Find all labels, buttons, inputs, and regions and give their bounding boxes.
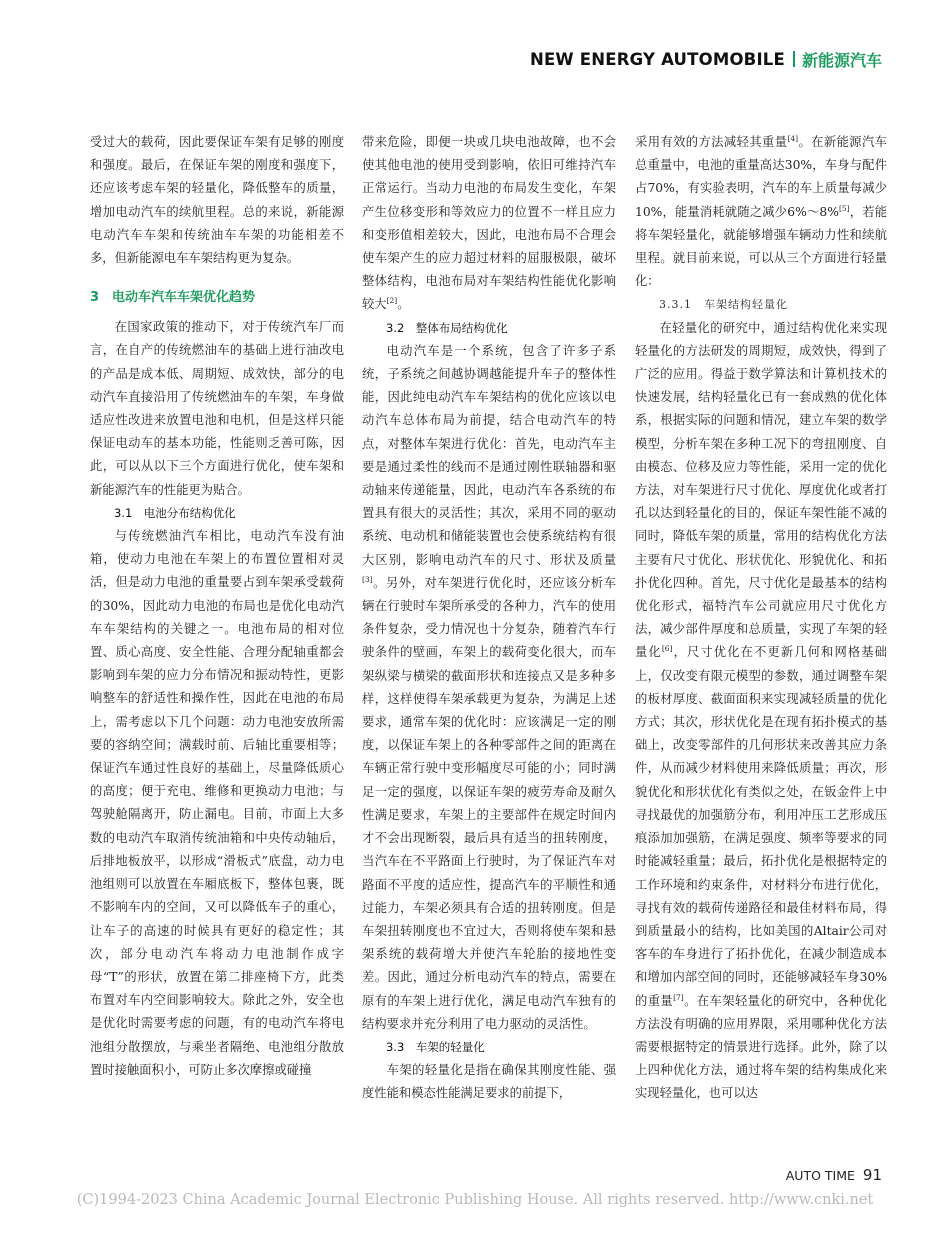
- subsection-heading-3-3-1: 3.3.1 车架结构轻量化: [659, 298, 788, 312]
- paragraph: 采用有效的方法减轻其重量[4]。在新能源汽车总重量中，电池的重量高达30%，车身与配件占70%，有实验表明，汽车的车上质量每减少10%，能量消耗就随之减少6%～8%[5]，若能将车架轻量化，就能够增强车辆动力性和续航里程。就目前来说，可以从三个方面进行轻量化：: [635, 134, 887, 289]
- journal-section-title-cn: 新能源汽车: [801, 50, 882, 70]
- running-header: [530, 46, 882, 72]
- text-column-3: [635, 131, 887, 1106]
- subsection-heading-3-1: 3.1 电池分布结构优化: [114, 505, 236, 520]
- citation-5: [5]: [838, 203, 850, 213]
- header-divider: [793, 51, 795, 67]
- subsection-heading-3-2: 3.2 整体布局结构优化: [386, 320, 508, 335]
- citation-3: [3]: [362, 574, 373, 584]
- citation-6: [6]: [661, 644, 673, 654]
- page-footer: [786, 1166, 882, 1184]
- page-number: 91: [862, 1166, 882, 1184]
- paragraph: 与传统燃油汽车相比，电动汽车没有油箱，使动力电池在车架上的布置位置相对灵活，但是动力电池的重量要占到车架承受载荷的30%，因此动力电池的布局也是优化电动汽车车架结构的关键之一。电池布局的相对位置、质心高度、安全性能、合理分配轴重都会影响到车架的应力分布情况和振动特性，更影响整车的舒适性和操作性，因此在电池的布局上，需考虑以下几个问题：动力电池安放所需要的容纳空间；满载时前、后轴比重要相等；保证汽车通过性良好的基础上，尽量降低质心的高度；便于充电、维修和更换动力电池；与驾驶舱隔离开，防止漏电。目前，市面上大多数的电动汽车取消传统油箱和中央传动轴后，后排地板放平，以形成“滑板式”底盘，动力电池组则可以放置在车厢底板下，整体包裹，既不影响车内的空间，又可以降低车子的重心，让车子的高速的时候具有更好的稳定性；其次，部分电动汽车将动力电池制作成字母“T”的形状，放置在第二排座椅下方，此类布置对车内空间影响较大。除此之外，安全也是优化时需要考虑的问题，有的电动汽车将电池组分散摆放，与乘坐者隔绝、电池组分散放置时接触面积小，可防止多次摩擦或碰撞: [90, 529, 344, 1077]
- journal-section-title-en: NEW ENERGY AUTOMOBILE: [529, 49, 785, 69]
- copyright-watermark: (C)1994-2023 China Academic Journal Electronic Publishing House. All rights reserved. http://www.cnki.net: [76, 1192, 874, 1208]
- paragraph: 在轻量化的研究中，通过结构优化来实现轻量化的方法研发的周期短，成效快，得到了广泛的应用。得益于数学算法和计算机技术的快速发展，结构轻量化已有一套成熟的优化体系，根据实际的问题和情况，建立车架的数学模型，分析车架在多种工况下的弯扭刚度、自由模态、位移及应力等性能，采用一定的优化方法，对车架进行尺寸优化、厚度优化或者打孔以达到轻量化的目的，保证车架性能不减的同时，降低车架的质量，常用的结构优化方法主要有尺寸优化、形状优化、形貌优化、和拓扑优化四种。首先，尺寸优化是最基本的结构优化形式，福特汽车公司就应用尺寸优化方法，减少部件厚度和总质量，实现了车架的轻量化[6]，尺寸优化在不更新几何和网格基础上，仅改变有限元模型的参数，通过调整车架的板材厚度、截面面积来实现减轻质量的优化方式；其次，形状优化是在现有拓扑模式的基础上，改变零部件的几何形状来改善其应力条件，从而减少材料使用来降低质量；再次，形貌优化和形状优化有类似之处，在钣金件上中寻找最优的加强筋分布，利用冲压工艺形成压痕添加加强筋，在满足强度、频率等要求的同时能减轻重量；最后，拓扑优化是根据特定的工作环境和约束条件，对材料分布进行优化，寻找有效的载荷传递路径和最佳材料布局，得到质量最小的结构，比如美国的Altair公司对客车的车身进行了拓扑优化，在减少制造成本和增加内部空间的同时，还能够减轻车身30%的重量[7]。在车架轻量化的研究中，各种优化方法没有明确的应用界限，采用哪种优化方法需要根据特定的情景进行选择。此外，除了以上四种优化方法，通过将车架的结构集成化来实现轻量化，也可以达: [635, 320, 887, 1101]
- paragraph: 受过大的载荷，因此要保证车架有足够的刚度和强度。最后，在保证车架的刚度和强度下，还应该考虑车架的轻量化，降低整车的质量，增加电动汽车的续航里程。总的来说，新能源电动汽车车架和传统油车车架的功能相差不多，但新能源电车车架结构更为复杂。: [90, 135, 344, 266]
- citation-2: [2]: [386, 296, 398, 306]
- citation-7: [7]: [673, 992, 684, 1002]
- paragraph: 电动汽车是一个系统，包含了许多子系统，子系统之间越协调越能提升车子的整体性能，因此纯电动汽车车架结构的优化应该以电动汽车总体布局为前提，结合电动汽车的特点，对整体车架进行优化：首先，电动汽车主要是通过柔性的线而不是通过刚性联轴器和驱动轴来传递能量，因此，电动汽车各系统的布置具有很大的灵活性；其次，采用不同的驱动系统、电动机和储能装置也会使系统结构有很大区别，影响电动汽车的尺寸、形状及质量[3]。另外，对车架进行优化时，还应该分析车辆在行驶时车架所承受的各种力，汽车的使用条件复杂，受力情况也十分复杂，随着汽车行驶条件的壁画，车架上的载荷变化很大，而车架纵梁与横梁的截面形状和连接点又是多种多样，这样使得车架承载更为复杂，为满足上述要求，通常车架的优化时：应该满足一定的刚度，以保证车架上的各种零部件之间的距离在车辆正常行驶中变形幅度尽可能的小；同时满足一定的强度，以保证车架的疲劳寿命及耐久性满足要求，车架上的主要部件在规定时间内才不会出现断裂，最后具有适当的扭转刚度，当汽车在不平路面上行驶时，为了保证汽车对路面不平度的适应性，提高汽车的平顺性和通过能力，车架必须具有合适的扭转刚度。但是车架扭转刚度也不宜过大，否则将使车架和悬架系统的载荷增大并使汽车轮胎的接地性变差。因此，通过分析电动汽车的特点，需要在原有的车架上进行优化，满足电动汽车独有的结构要求并充分利用了电力驱动的灵活性。: [362, 343, 616, 1031]
- paragraph: 带来危险，即便一块或几块电池故障，也不会使其他电池的使用受到影响，依旧可维持汽车正常运行。当动力电池的布局发生变化，车架产生位移变形和等效应力的位置不一样且应力和变形值相差较大，因此，电池布局不合理会使车架产生的应力超过材料的屈服极限，破坏整体结构，电池布局对车架结构性能优化影响较大[2]。: [362, 135, 616, 312]
- subsection-heading-3-3: 3.3 车架的轻量化: [386, 1039, 485, 1054]
- section-heading-3: 3 电动车汽车车架优化趋势: [90, 290, 256, 306]
- magazine-name: AUTO TIME: [785, 1168, 855, 1183]
- paragraph: 车架的轻量化是指在确保其刚度性能、强度性能和模态性能满足要求的前提下，: [362, 1063, 616, 1101]
- citation-4: [4]: [787, 134, 799, 143]
- text-column-1: [90, 131, 344, 1082]
- text-column-2: [362, 131, 616, 1106]
- paragraph: 在国家政策的推动下，对于传统汽车厂而言，在自产的传统燃油车的基础上进行油改电的产品是成本低、周期短、成效快，部分的电动汽车直接沿用了传统燃油车的车架，车身做适应性改进来放置电池和电机，但是这样只能保证电动车的基本功能，性能则乏善可陈，因此，可以从以下三个方面进行优化，使车架和新能源汽车的性能更为贴合。: [90, 320, 344, 497]
